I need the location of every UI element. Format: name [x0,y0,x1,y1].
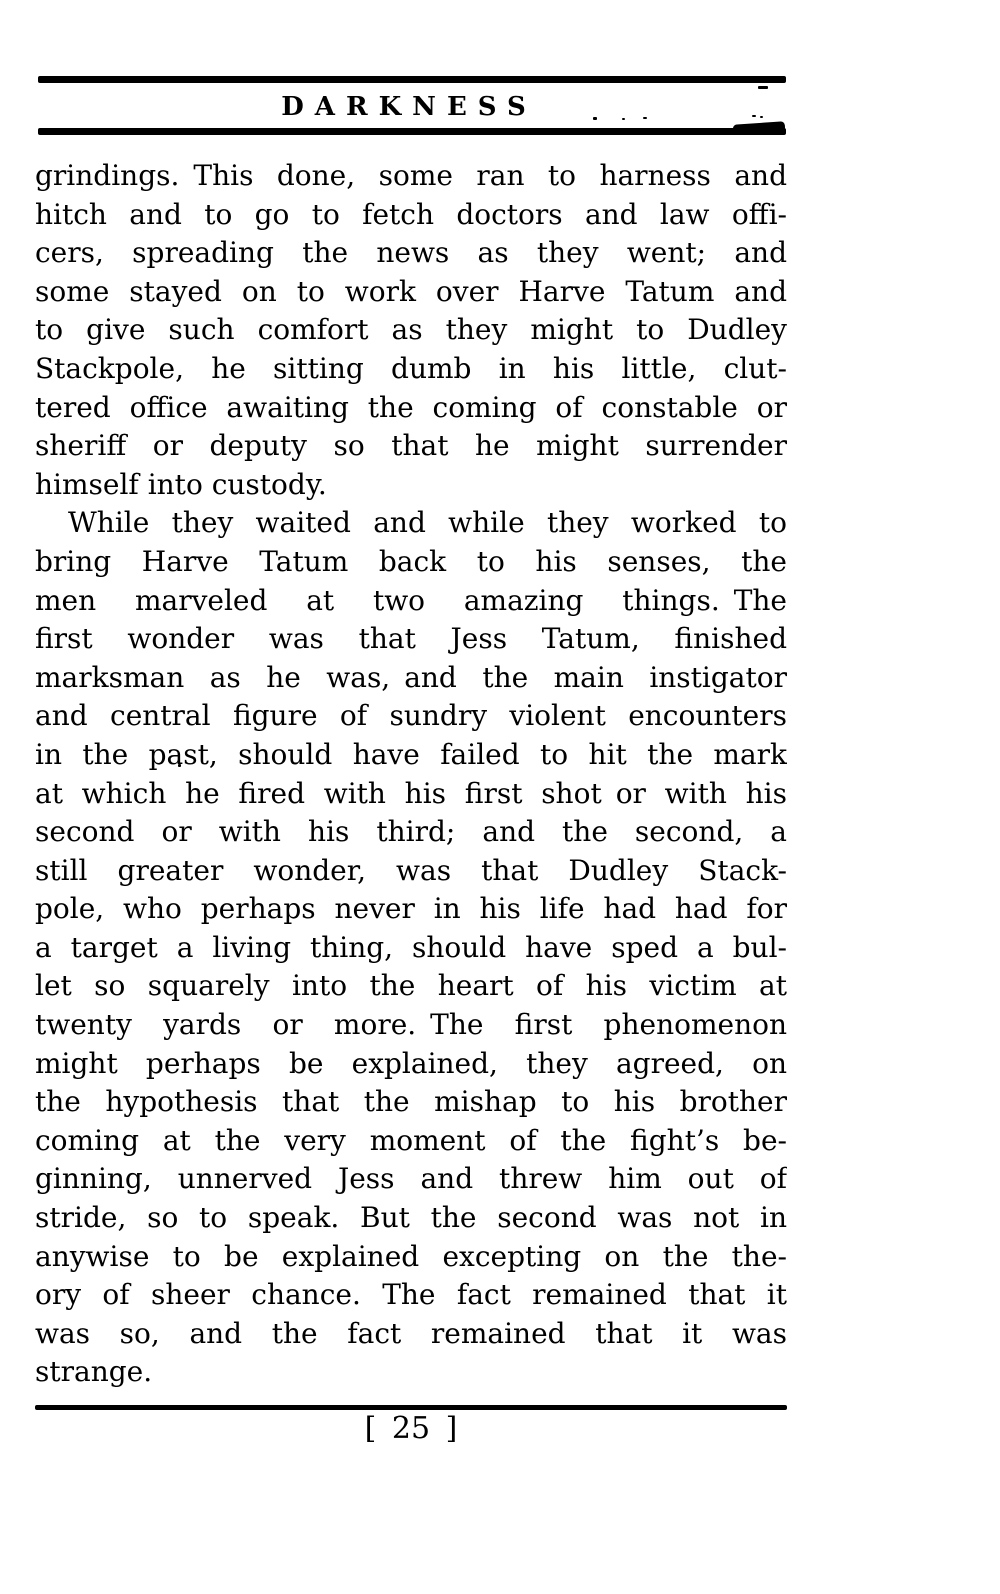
text-line: in the past, should have failed to hit the mark [35,737,787,771]
text-line: marksman as he was, and the main instigator [35,660,787,694]
text-line: to give such comfort as they might to Dudley [35,313,787,347]
text-line: stride, so to speak. But the second was not in [35,1201,787,1235]
scan-artifact [622,118,625,120]
text-line: coming at the very moment of the fight’s be- [35,1123,787,1157]
text-line: cers, spreading the news as they went; and [35,236,787,270]
page-number: [ 25 ] [364,1411,458,1446]
text-line: himself into custody. [35,467,327,501]
text-line: the hypothesis that the mishap to his brother [35,1085,787,1119]
text-line: some stayed on to work over Harve Tatum and [35,274,787,308]
paragraph [35,157,787,504]
text-line: sheriff or deputy so that he might surrender [35,429,787,463]
scan-artifact [752,115,756,117]
text-line: ginning, unnerved Jess and threw him out of [35,1162,787,1196]
text-line: Stackpole, he sitting dumb in his little, clut- [35,351,787,385]
scan-artifact [593,117,597,120]
text-line: pole, who perhaps never in his life had had for [35,892,787,926]
scan-artifact [760,116,763,118]
text-line: strange. [35,1355,153,1389]
text-line: men marveled at two amazing things. The [35,583,787,617]
text-line: While they waited and while they worked to [68,506,787,540]
text-line: at which he fired with his first shot or with his [35,776,787,810]
running-title: DARKNESS [281,92,537,122]
footer-rule [35,1405,787,1410]
text-line: second or with his third; and the second, a [35,815,787,849]
body-text [35,157,787,1392]
header-rule-bottom [38,128,786,135]
text-line: still greater wonder, was that Dudley Stack- [35,853,787,887]
text-line: grindings. This done, some ran to harness and [35,159,787,192]
text-line: and central figure of sundry violent encounters [35,699,787,733]
scan-artifact [643,117,647,119]
text-line: ory of sheer chance. The fact remained that it [35,1278,787,1312]
text-line: might perhaps be explained, they agreed, on [35,1046,787,1080]
text-line: bring Harve Tatum back to his senses, the [35,544,787,578]
scan-artifact [758,86,768,89]
text-line: first wonder was that Jess Tatum, finished [35,622,787,656]
text-line: anywise to be explained excepting on the the- [35,1239,787,1273]
text-line: a target a living thing, should have sped a bul- [35,930,787,964]
text-line: twenty yards or more. The first phenomenon [35,1008,787,1042]
text-line: hitch and to go to fetch doctors and law offi- [35,197,787,231]
header-rule-top [38,76,786,83]
text-line: tered office awaiting the coming of constable or [35,390,787,424]
text-line: was so, and the fact remained that it was [35,1316,787,1350]
paragraph [35,504,787,1392]
text-line: let so squarely into the heart of his victim at [35,969,787,1003]
